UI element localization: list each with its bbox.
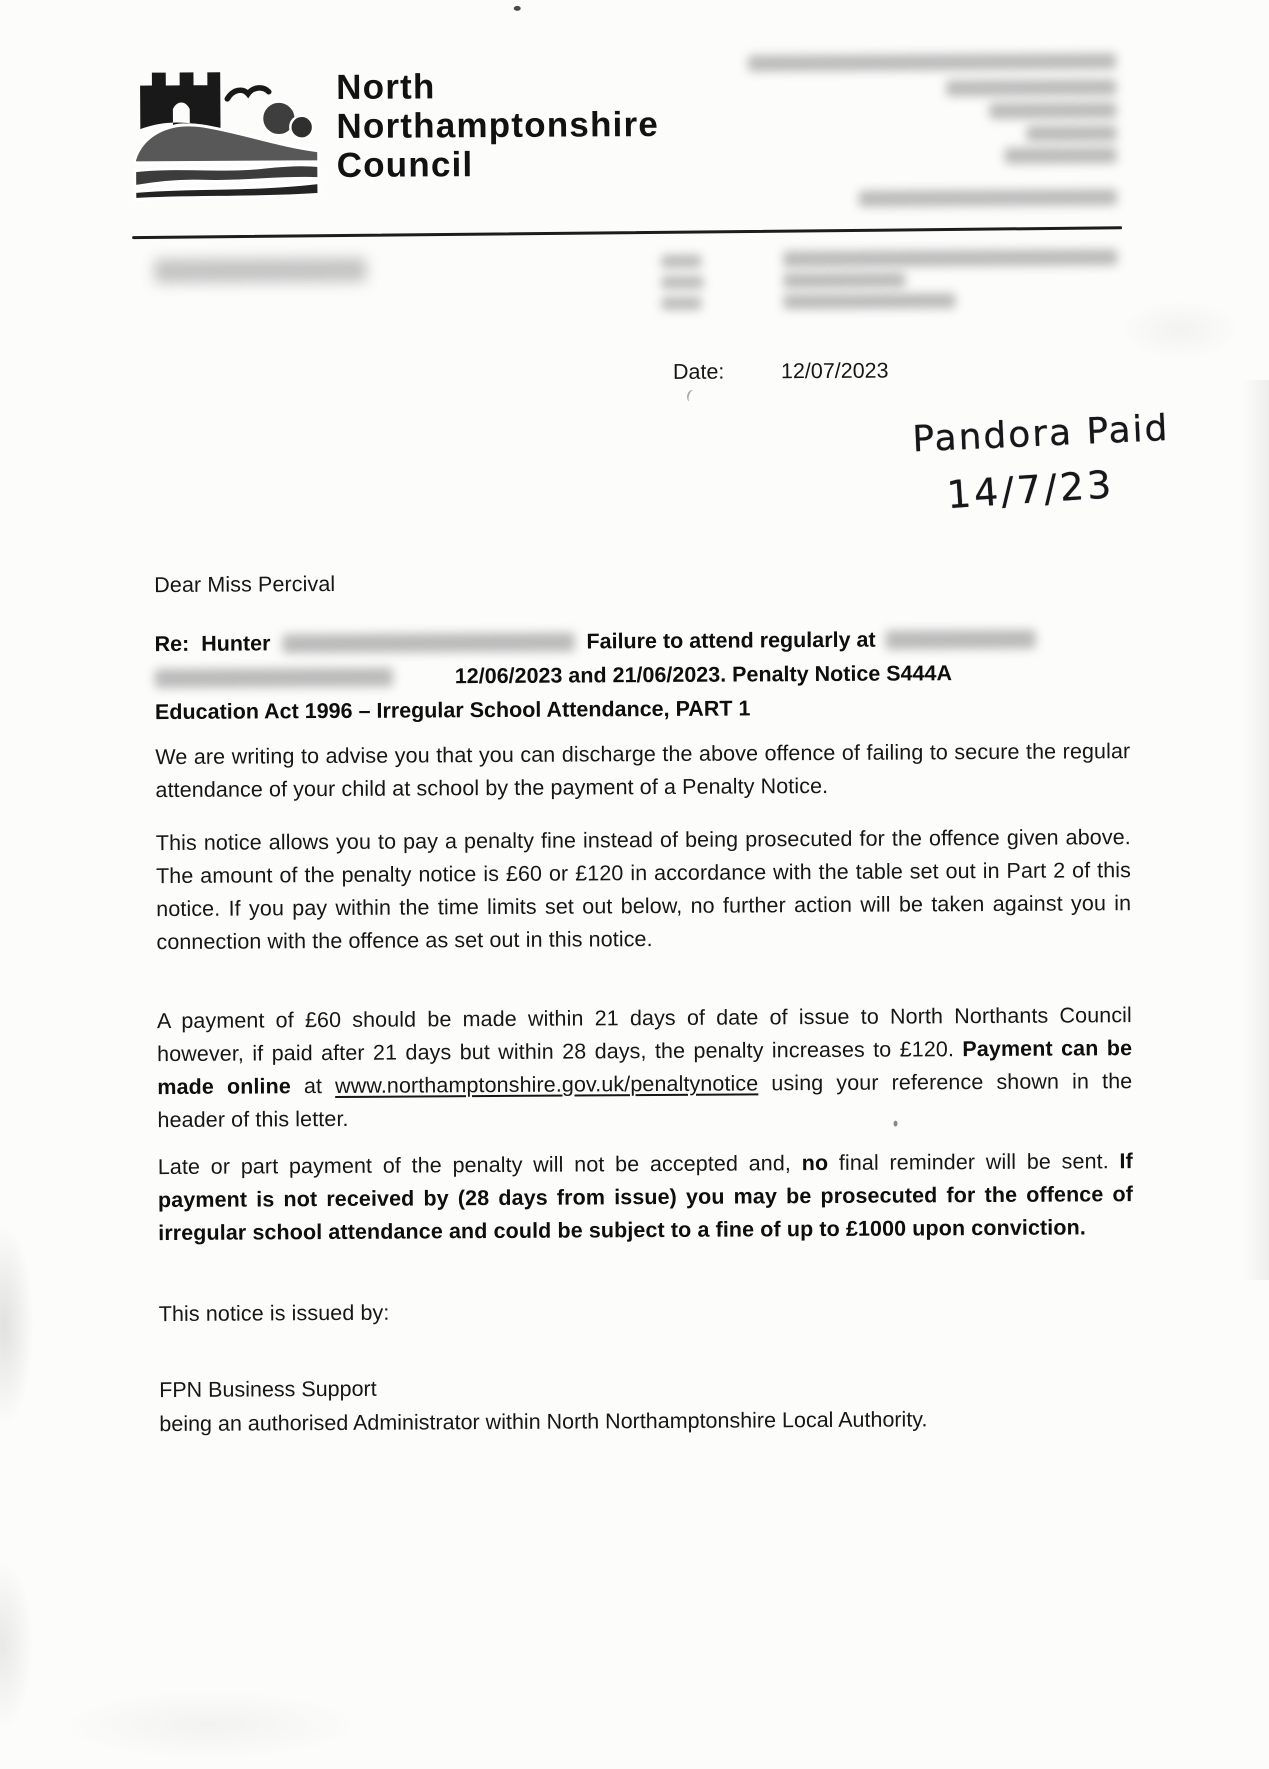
paragraph-penalty-amounts: This notice allows you to pay a penalty fine instead of being prosecuted for the offence given above. The amount of the penalty notice is £60 or £120 in accordance with the table set out in Part 2 of this notice. If you pay within the time limits set out below, no further action will be taken against you in connection with the offence as set out in this notice. xyxy=(155,825,1132,955)
subject-line1-text: Failure to attend regularly at xyxy=(586,627,876,654)
p4-text-1: Late or part payment of the penalty will not be accepted and, xyxy=(157,1151,802,1180)
redacted-contact-label-1 xyxy=(661,255,701,268)
subject-line2-text: 12/06/2023 and 21/06/2023. Penalty Notice S444A xyxy=(454,661,953,689)
issued-by-line: This notice is issued by: xyxy=(158,1300,390,1327)
council-name-line-1: North xyxy=(336,67,436,107)
paragraph-discharge-offence: We are writing to advise you that you can discharge the above offence of failing to secure the regular attendance of your child at school by the payment of a Penalty Notice. xyxy=(155,739,1131,803)
redacted-contact-value-3 xyxy=(783,293,955,309)
council-name-line-2: Northamptonshire xyxy=(336,104,660,146)
tree-small xyxy=(290,116,313,139)
issuer-name: FPN Business Support xyxy=(159,1376,377,1403)
header-divider xyxy=(132,226,1122,238)
redacted-sender-address-line-4 xyxy=(1026,125,1116,142)
bird-silhouette xyxy=(227,88,269,99)
p3-text-2: at xyxy=(290,1073,336,1099)
hill-band-2 xyxy=(135,165,319,187)
council-wordmark xyxy=(336,66,659,185)
castle-silhouette xyxy=(140,72,221,131)
scan-speck-top xyxy=(514,6,521,11)
subject-re-prefix: Re: Hunter xyxy=(154,631,271,657)
redacted-contact-value-2 xyxy=(783,272,905,288)
subject-line-3: Education Act 1996 – Irregular School Attendance, PART 1 xyxy=(154,696,751,725)
date-value: 12/07/2023 xyxy=(780,358,889,384)
paragraph-payment-instructions xyxy=(157,999,1133,1137)
p3-bold-online: Payment can be made online xyxy=(157,1036,1133,1100)
p4-text-2: final reminder will be sent. xyxy=(828,1149,1120,1175)
redacted-school-name-2 xyxy=(155,668,393,688)
salutation: Dear Miss Percival xyxy=(154,571,336,598)
redacted-contact-value-1 xyxy=(783,249,1117,267)
hill-band-3 xyxy=(135,183,319,200)
p3-text-3: using your reference shown in the header of this letter. xyxy=(157,1069,1133,1133)
scan-speck-mid xyxy=(894,1121,898,1127)
paragraph-late-payment-warning xyxy=(158,1145,1134,1250)
subject-block xyxy=(154,621,1140,729)
redacted-sender-address-line-3 xyxy=(989,102,1116,119)
signature-block xyxy=(159,1368,927,1441)
redacted-child-details xyxy=(282,633,574,654)
redacted-contact-label-2 xyxy=(661,276,703,289)
p4-bold-no: no xyxy=(801,1150,829,1176)
redacted-contact-label-3 xyxy=(661,297,701,310)
p3-text-1: A payment of £60 should be made within 21 days of date of issue to North Northants Council however, if paid after 21 days but within 28 days, the penalty increases to £120. xyxy=(156,1003,1132,1067)
redacted-website-line xyxy=(859,189,1117,207)
handwritten-note-line-1: Pandora Paid xyxy=(911,407,1171,461)
redacted-school-name xyxy=(886,630,1036,650)
redacted-sender-address-line-1 xyxy=(748,53,1116,71)
subject-line-1 xyxy=(154,621,1139,661)
council-name-line-3: Council xyxy=(336,145,474,185)
scan-edge-shading xyxy=(1243,380,1269,1280)
p4-bold-prosecution: If payment is not received by (28 days from issue) you may be prosecuted for the offence of irregular school attendance and could be subject to a fine of up to £1000 upon conviction. xyxy=(157,1149,1134,1246)
issuer-role: being an authorised Administrator within North Northamptonshire Local Authority. xyxy=(159,1407,928,1437)
date-label: Date: xyxy=(672,359,725,384)
redacted-sender-address-line-2 xyxy=(946,79,1116,96)
payment-url: www.northamptonshire.gov.uk/penaltynotice xyxy=(335,1071,759,1098)
date-row xyxy=(673,359,889,385)
redacted-recipient-name xyxy=(154,258,366,283)
scan-mark-below-date xyxy=(685,389,697,403)
handwritten-note-line-2: 14/7/23 xyxy=(945,462,1116,518)
council-crest-icon xyxy=(128,58,327,201)
redacted-sender-address-line-5 xyxy=(1005,147,1117,164)
